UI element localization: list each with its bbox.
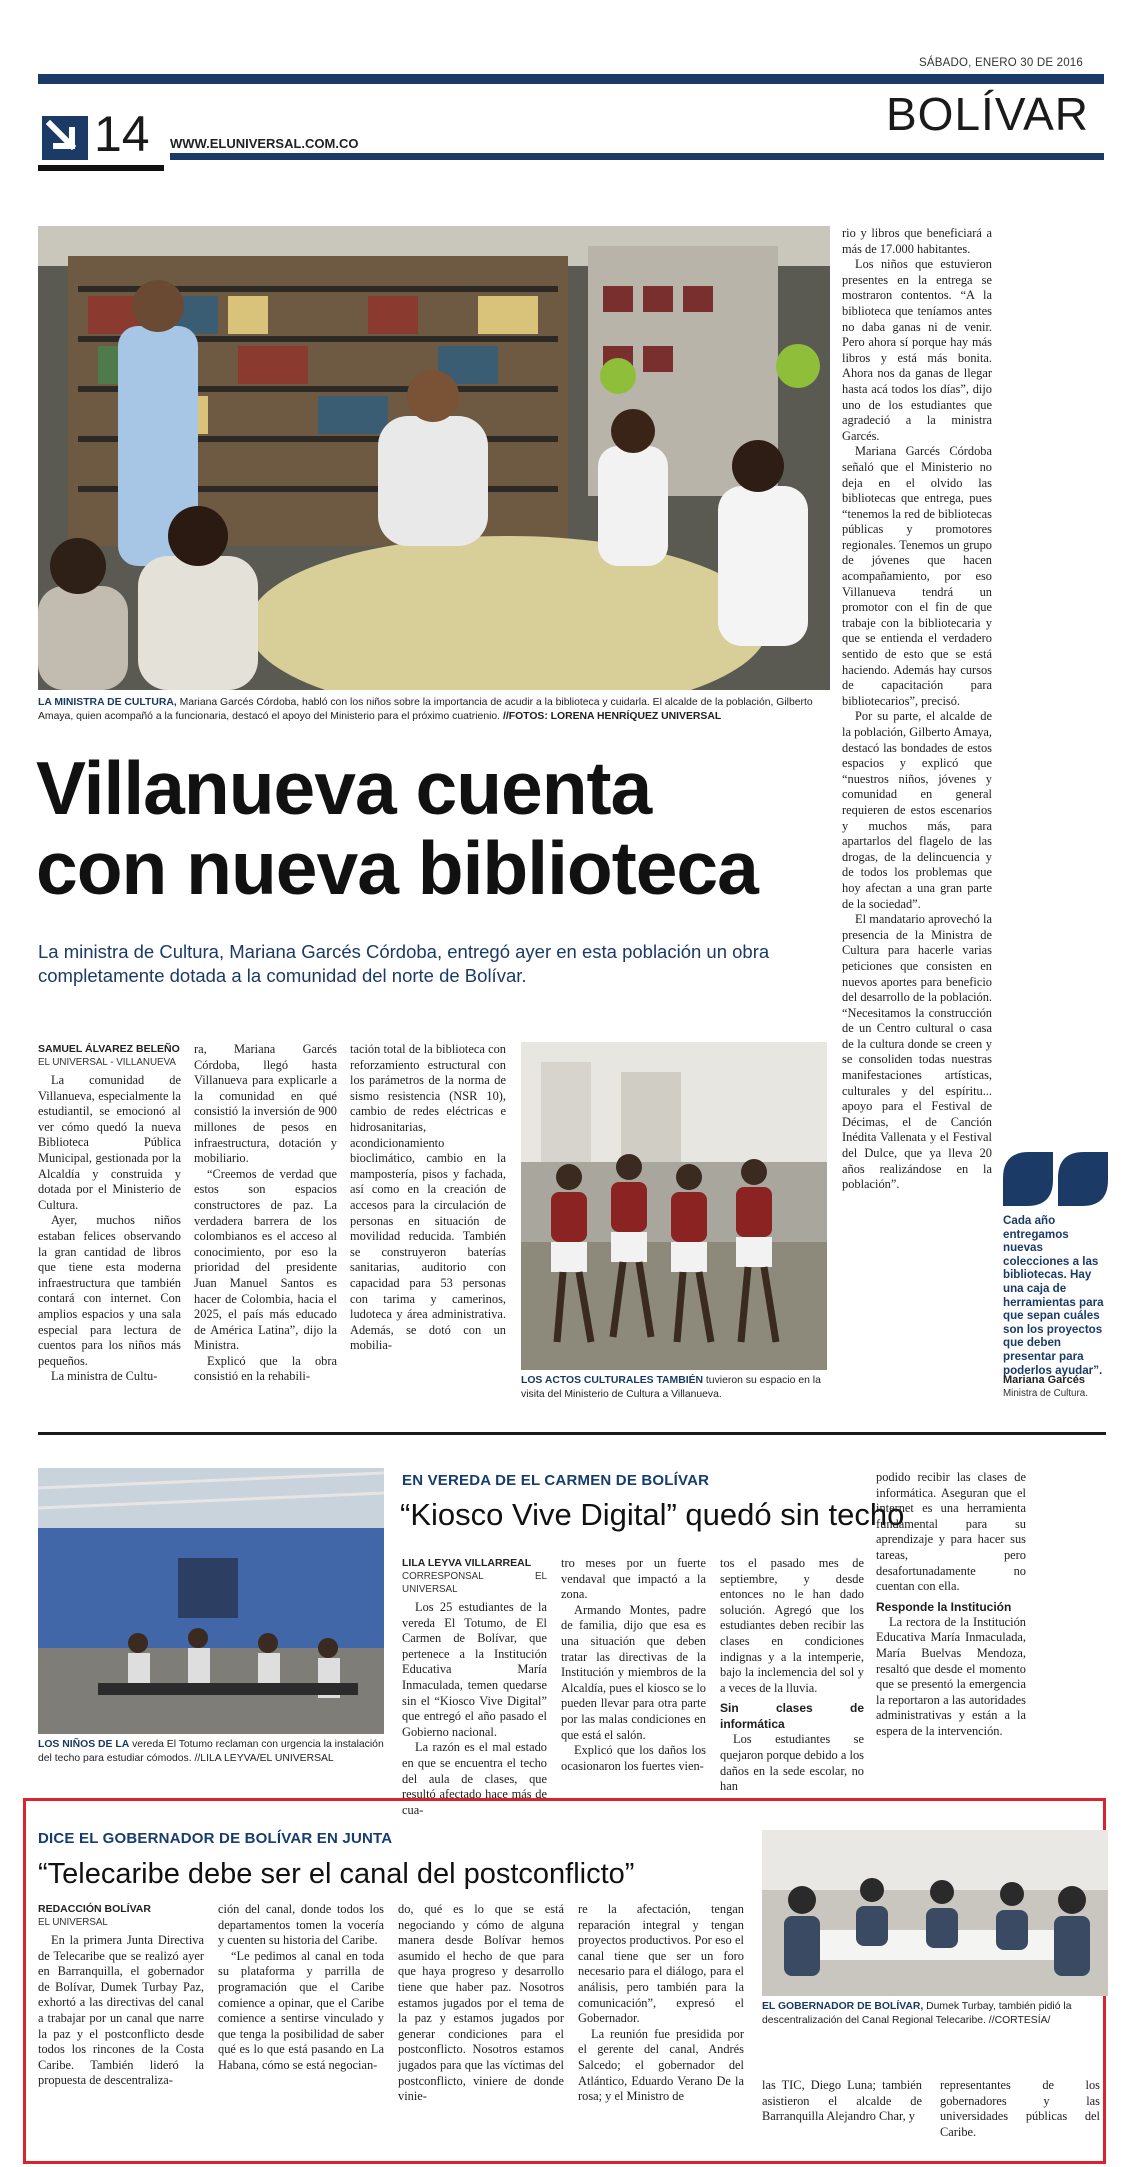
paragraph: Armando Montes, padre de familia, dijo que esa es una situación que deben tratar las directivas de la Institución y miembros de la Alcaldía, pues el kiosco se lo pueden llevar para otra parte por las malas condiciones en que está el salón. <box>561 1602 706 1742</box>
headline-line-1: Villanueva cuenta <box>36 746 652 830</box>
paragraph: Mariana Garcés Córdoba señaló que el Ministerio no deja en el olvido las bibliotecas que entrega, pues “tenemos la red de bibliotecas públicas y promotores regionales. Tenemos un grupo de jóvenes que hacen acompañamiento, por eso Villanueva tendrá un promotor con el fin de que trabaje con la bibliotecaria y que se entienda el verdadero sentido de esto que se está haciendo. Además hay cursos de capacitación para bibliotecarios”, precisó. <box>842 444 992 708</box>
telecaribe-byline: REDACCIÓN BOLÍVAR <box>38 1903 151 1915</box>
kiosco-photo <box>38 1468 384 1734</box>
paragraph: La ministra de Cultu- <box>51 1369 158 1384</box>
telecaribe-col-5 <box>762 2078 922 2125</box>
telecaribe-photo <box>762 1830 1108 1996</box>
section-title: BOLÍVAR <box>886 88 1089 140</box>
main-byline-sub: EL UNIVERSAL - VILLANUEVA <box>38 1057 176 1068</box>
main-col-2 <box>194 1042 337 1385</box>
telecaribe-col-3 <box>398 1902 564 2105</box>
pull-quote-role: Ministra de Cultura. <box>1003 1388 1088 1399</box>
kiosco-col-4 <box>876 1470 1026 1740</box>
paragraph: Los estudiantes se quejaron porque debido a los daños en la sede escolar, no han <box>720 1732 864 1794</box>
paragraph: En la primera Junta Directiva de Telecaribe que se realizó ayer en Barranquilla, el gobernador de Bolívar, Dumek Turbay Paz, exhortó a las directivas del canal a trabajar por un canal que narre la paz y el postconflicto desde todos los rincones de la Costa Caribe. También lideró la propuesta de descentraliza- <box>38 1933 204 2088</box>
dancers-photo <box>521 1042 827 1370</box>
caption-lead: EL GOBERNADOR DE BOLÍVAR, <box>762 2001 924 2012</box>
paragraph: podido recibir las clases de informática. Aseguran que el internet es una herramienta fundamental para su aprendizaje y para hacer sus tareas, pero desafortunadamente no cuentan con ella. <box>876 1470 1026 1594</box>
kiosco-byline-sub: CORRESPONSAL EL UNIVERSAL <box>402 1571 547 1595</box>
edition-date: SÁBADO, ENERO 30 DE 2016 <box>919 57 1083 69</box>
paragraph: ción del canal, donde todos los departamentos tomen la vocería y cuenten su historia del Caribe. <box>218 1902 384 1948</box>
kiosco-kicker: EN VEREDA DE EL CARMEN DE BOLÍVAR <box>402 1472 710 1489</box>
paragraph: Por su parte, el alcalde de la población, Gilberto Amaya, destacó las bondades de estos espacios y explicó que “nuestros niños, jóvenes y comunidad en general requieren de estos escenarios y muchos más, para apartarlos del flagelo de las drogas, de la delincuencia y de todos los problemas que hoy afectan a una gran parte de la sociedad”. <box>842 709 992 911</box>
story-separator <box>38 1432 1106 1435</box>
kiosco-subhead-institucion: Responde la Institución <box>876 1599 1012 1614</box>
paragraph: representantes de los gobernadores y las universidades públicas del Caribe. <box>940 2078 1100 2139</box>
dancers-photo-caption <box>521 1374 827 1402</box>
paragraph: Explicó que los daños los ocasionaron los fuertes vien- <box>561 1743 706 1773</box>
caption-text: vereda El Totumo reclaman con urgencia la instalación del techo para estudiar cómodos. //LILA LEYVA/EL UNIVERSAL <box>38 1739 384 1764</box>
paragraph: Los niños que estuvieron presentes en la entrega se mostraron contentos. “A la biblioteca que teníamos antes no daba ganas ni de venir. Pero ahora sí porque hay más libros y está más bonita. Ahora nos da ganas de llegar hasta acá todos los días”, dijo uno de los estudiantes que agradeció a la ministra Garcés. <box>842 257 992 443</box>
telecaribe-byline-sub: EL UNIVERSAL <box>38 1917 108 1928</box>
caption-text: Mariana Garcés Córdoba, habló con los niños sobre la importancia de acudir a la biblioteca y cuidarla. El alcalde de la población, Gilberto Amaya, quien acompañó a la funcionaria, destacó el apoyo del Ministerio para el próximo cuatrienio. <box>38 697 813 722</box>
main-byline: SAMUEL ÁLVAREZ BELEÑO <box>38 1043 180 1055</box>
library-photo <box>38 226 830 690</box>
paragraph: Explicó que la obra consistió en la rehabili- <box>194 1353 337 1384</box>
kiosco-col-1 <box>402 1556 547 1818</box>
main-headline <box>36 748 836 908</box>
main-col-3 <box>350 1042 506 1354</box>
paragraph: re la afectación, tengan reparación integral y tengan proyectos productivos. Por eso el canal tiene que ser un foro necesario para el diálogo, para el análisis, pero también para la comunicación”, expresó el Gobernador. <box>578 1902 744 2026</box>
telecaribe-col-1 <box>38 1902 204 2089</box>
paragraph: La comunidad de Villanueva, especialmente la estudiantil, se emocionó al ver cómo quedó la nueva Biblioteca Pública Municipal, gestionada por la Alcaldía y construida y dotada por el Ministerio de Cultura. <box>38 1073 181 1212</box>
section-bar <box>38 74 1104 84</box>
paragraph: Ayer, muchos niños estaban felices observando la gran cantidad de libros que tiene esta moderna infraestructura que también contará con internet. Con amplios espacios y una sala especial para lectura de cuentos para los niños más pequeños. <box>38 1213 181 1368</box>
library-photo-caption <box>38 696 830 724</box>
telecaribe-kicker: DICE EL GOBERNADOR DE BOLÍVAR EN JUNTA <box>38 1830 393 1847</box>
paragraph: tro meses por un fuerte vendaval que impactó a la zona. <box>561 1556 706 1602</box>
paragraph: “Le pedimos al canal en toda su plataforma y parrilla de programación que el Caribe comience a opinar, que el Caribe comience a sentirse vinculado y que tenga la posibilidad de saber qué es lo que está pasando en La Habana, cómo se está negocian- <box>218 1948 384 2072</box>
paragraph: La razón es el mal estado en que se encuentra el techo del aula de clases, que resultó afectado hace más de cua- <box>402 1740 547 1817</box>
kiosco-headline: “Kiosco Vive Digital” quedó sin techo <box>400 1497 905 1532</box>
paragraph: Los 25 estudiantes de la vereda El Totumo, de El Carmen de Bolívar, que pertenece a la Institución Educativa María Inmaculada, temen quedarse sin el “Kiosco Vive Digital” que entregó el año pasado el Gobierno nacional. <box>402 1600 547 1739</box>
pull-quote: Cada año entregamos nuevas colecciones a las bibliotecas. Hay una caja de herramientas para que sepan cuáles son los proyectos que deben presentar para poderlos ayudar”. <box>1003 1214 1104 1377</box>
kiosco-photo-caption <box>38 1738 384 1766</box>
kiosco-col-3 <box>720 1556 864 1795</box>
paragraph: tos el pasado mes de septiembre, y desde entonces no le han dado solución. Agregó que los estudiantes deben recibir las clases en condiciones indignas y a la intemperie, bajo la inclemencia del sol y a veces de la lluvia. <box>720 1556 864 1695</box>
paragraph: tación total de la biblioteca con reforzamiento estructural con los parámetros de la norma de sismo resistencia (NSR 10), cambio de redes eléctricas e hidrosanitarias, acondicionamiento bioclimático, cambio en la mampostería, pisos y fachada, así como en la creación de accesos para la circulación de personas en situación de movilidad reducida. También se construyeron baterías sanitarias, auditorio con capacidad para 53 personas con tarima y camerinos, ludoteca y área administrativa. Además, se dotó con un mobilia- <box>350 1042 506 1353</box>
pull-quote-author: Mariana Garcés <box>1003 1374 1085 1386</box>
main-deck: La ministra de Cultura, Mariana Garcés Córdoba, entregó ayer en esta población un obra completamente dotada a la comunidad del norte de Bolívar. <box>38 941 770 986</box>
paragraph: do, qué es lo que se está negociando y cómo de alguna manera desde Bolívar hemos asumido el hecho de que para que haya progreso y desarrollo tiene que haber paz. Nosotros estamos jugados por el tema de la paz y estamos jugados por generar condiciones para el postconflicto. Nosotros estamos jugados para que las víctimas del postconflicto, viniere de donde vinie- <box>398 1902 564 2104</box>
page-number: 14 <box>94 106 150 162</box>
header-bottom-rule <box>170 153 1104 160</box>
main-col-1 <box>38 1042 181 1385</box>
headline-line-2: con nueva biblioteca <box>36 826 758 910</box>
quote-marks-icon <box>1003 1150 1109 1210</box>
paragraph: “Creemos de verdad que estos son espacios constructores de paz. La verdadera barrera de los colombianos es el acceso al conocimiento, por eso la prioridad del presidente Juan Manuel Santos es hacer de Colombia, hacia el 2025, el país más educado de América Latina”, dijo la Ministra. <box>194 1166 337 1353</box>
caption-lead: LOS NIÑOS DE LA <box>38 1739 130 1750</box>
caption-lead: LA MINISTRA DE CULTURA, <box>38 697 177 708</box>
caption-text: Dumek Turbay, también pidió la descentralización del Canal Regional Telecaribe. //CORTESÍA/ <box>762 2001 1072 2026</box>
caption-credit: //FOTOS: LORENA HENRÍQUEZ UNIVERSAL <box>500 711 722 722</box>
paragraph: La rectora de la Institución Educativa María Inmaculada, María Buelvas Mendoza, resaltó que desde el momento que se presentó la emergencia la reportaron a las autoridades administrativas y están a la espera de la intervención. <box>876 1614 1026 1738</box>
kiosco-subhead-informatica: Sin clases de informática <box>720 1701 864 1732</box>
paragraph: El mandatario aprovechó la presencia de la Ministra de Cultura para hacerle varias peticiones que consisten en nuevos aportes para beneficio del desarrollo de la población. “Necesitamos la construcción de un Centro cultural o casa de la cultura donde se creen y se consoliden todas nuestras manifestaciones artísticas, culturales y del espíritu... apoyo para el Festival de Décimas, el de Canción Inédita Vallenata y el Festival del Dulce, que ya lleva 20 años realizándose en la población”. <box>842 912 992 1192</box>
telecaribe-col-6 <box>940 2078 1100 2140</box>
telecaribe-col-4 <box>578 1902 744 2105</box>
website-url: WWW.ELUNIVERSAL.COM.CO <box>170 136 359 151</box>
kiosco-byline: LILA LEYVA VILLARREAL <box>402 1557 532 1569</box>
caption-lead: LOS ACTOS CULTURALES TAMBIÉN <box>521 1375 704 1386</box>
kiosco-col-2 <box>561 1556 706 1774</box>
paragraph: La reunión fue presidida por el gerente del canal, Andrés Salcedo; el gobernador del Atlántico, Eduardo Verano De la rosa; y el Ministro de <box>578 2026 744 2104</box>
telecaribe-col-2 <box>218 1902 384 2074</box>
main-right-col <box>842 226 992 1193</box>
arrow-icon <box>42 116 88 160</box>
page-number-rule <box>38 165 164 171</box>
paragraph: ra, Mariana Garcés Córdoba, llegó hasta Villanueva para explicarle a la comunidad en qué consistió la inversión de 900 millones de pesos en infraestructura, dotación y mobiliario. <box>194 1042 337 1166</box>
telecaribe-photo-caption <box>762 2000 1108 2028</box>
telecaribe-headline: “Telecaribe debe ser el canal del postconflicto” <box>38 1858 635 1890</box>
paragraph: rio y libros que beneficiará a más de 17.000 habitantes. <box>842 226 992 256</box>
paragraph: las TIC, Diego Luna; también asistieron el alcalde de Barranquilla Alejandro Char, y <box>762 2078 922 2124</box>
caption-text: tuvieron su espacio en la visita del Ministerio de Cultura a Villanueva. <box>521 1375 821 1400</box>
